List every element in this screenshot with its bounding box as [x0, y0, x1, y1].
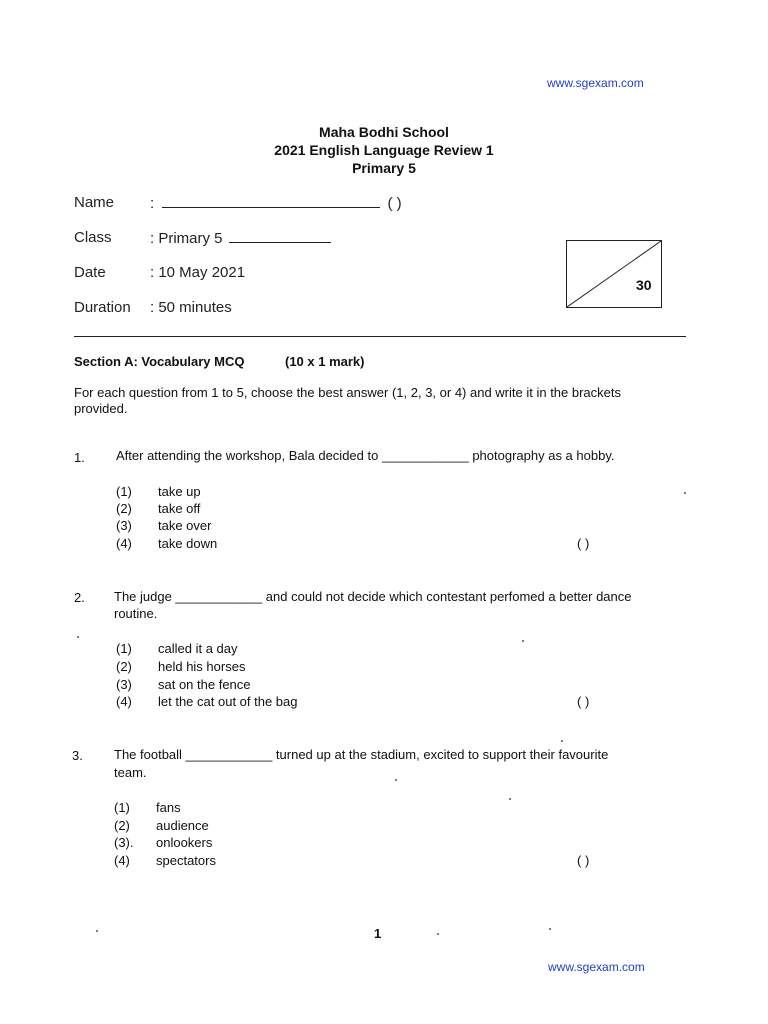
answer-bracket[interactable]: ( ) — [577, 694, 590, 709]
duration-value: : 50 minutes — [150, 299, 232, 316]
question-text-cont: team. — [114, 765, 147, 780]
option-number: (2) — [116, 659, 132, 674]
class-value: : Primary 5 — [150, 230, 223, 247]
option-text: take up — [158, 484, 201, 499]
option-number: (4) — [114, 853, 130, 868]
option-number: (4) — [116, 536, 132, 551]
question-text-cont: routine. — [114, 606, 158, 621]
option-number: (4) — [116, 694, 132, 709]
question-text: After attending the workshop, Bala decided to ____________ photography as a hobby. — [116, 448, 615, 463]
options-list — [116, 484, 316, 556]
header-divider — [74, 336, 686, 337]
option-number: (1) — [116, 484, 132, 499]
option-text: spectators — [156, 853, 216, 868]
option-number: (3) — [116, 518, 132, 533]
date-label: Date — [74, 264, 106, 281]
option-text: called it a day — [158, 641, 238, 656]
level-title: Primary 5 — [352, 160, 416, 176]
option-number: (1) — [116, 641, 132, 656]
scan-speck — [437, 933, 439, 935]
scan-speck — [77, 636, 79, 638]
option-text: held his horses — [158, 659, 246, 674]
name-blank — [162, 194, 380, 208]
name-field[interactable] — [150, 194, 402, 212]
option-text: take down — [158, 536, 218, 551]
option-text: onlookers — [156, 835, 213, 850]
scan-speck — [96, 930, 98, 932]
section-marks: (10 x 1 mark) — [285, 354, 365, 369]
option-text: audience — [156, 818, 209, 833]
score-total: 30 — [636, 277, 652, 293]
option-number: (2) — [114, 818, 130, 833]
option-text: let the cat out of the bag — [158, 694, 298, 709]
answer-bracket[interactable]: ( ) — [577, 853, 590, 868]
score-diagonal — [567, 241, 661, 307]
section-title: Section A: Vocabulary MCQ — [74, 354, 245, 369]
instruction-line-2: provided. — [74, 401, 128, 416]
date-value: : 10 May 2021 — [150, 264, 246, 281]
options-list — [116, 641, 376, 713]
scan-speck — [395, 779, 397, 781]
register-number-parens: ( ) — [387, 195, 402, 212]
option-text: take over — [158, 518, 212, 533]
scan-speck — [509, 798, 511, 800]
option-text: fans — [156, 800, 181, 815]
school-name: Maha Bodhi School — [319, 124, 449, 140]
page-number: 1 — [374, 926, 382, 941]
website-link-top[interactable]: www.sgexam.com — [547, 76, 644, 90]
class-label: Class — [74, 229, 112, 246]
scan-speck — [549, 928, 551, 930]
score-box — [566, 240, 662, 308]
question-number: 1. — [74, 450, 85, 465]
question-text: The football ____________ turned up at the stadium, excited to support their favourite — [114, 747, 609, 762]
instruction-line-1: For each question from 1 to 5, choose the best answer (1, 2, 3, or 4) and write it in the brackets — [74, 385, 622, 400]
exam-title: 2021 English Language Review 1 — [274, 142, 494, 158]
answer-bracket[interactable]: ( ) — [577, 536, 590, 551]
website-link-bottom[interactable]: www.sgexam.com — [548, 960, 645, 974]
question-text: The judge ____________ and could not decide which contestant perfomed a better dance — [114, 589, 632, 604]
scan-speck — [561, 740, 563, 742]
question-number: 3. — [72, 748, 83, 763]
name-colon: : — [150, 195, 155, 212]
scan-speck — [684, 492, 686, 494]
options-list — [114, 800, 314, 872]
class-field[interactable] — [150, 229, 331, 247]
class-blank — [229, 229, 331, 243]
question-number: 2. — [74, 590, 85, 605]
option-number: (2) — [116, 501, 132, 516]
scan-speck — [522, 640, 524, 642]
option-text: sat on the fence — [158, 677, 251, 692]
duration-label: Duration — [74, 299, 131, 316]
name-label: Name — [74, 194, 115, 211]
option-number: (3) — [116, 677, 132, 692]
option-text: take off — [158, 501, 201, 516]
option-number: (1) — [114, 800, 130, 815]
option-number: (3). — [114, 835, 134, 850]
